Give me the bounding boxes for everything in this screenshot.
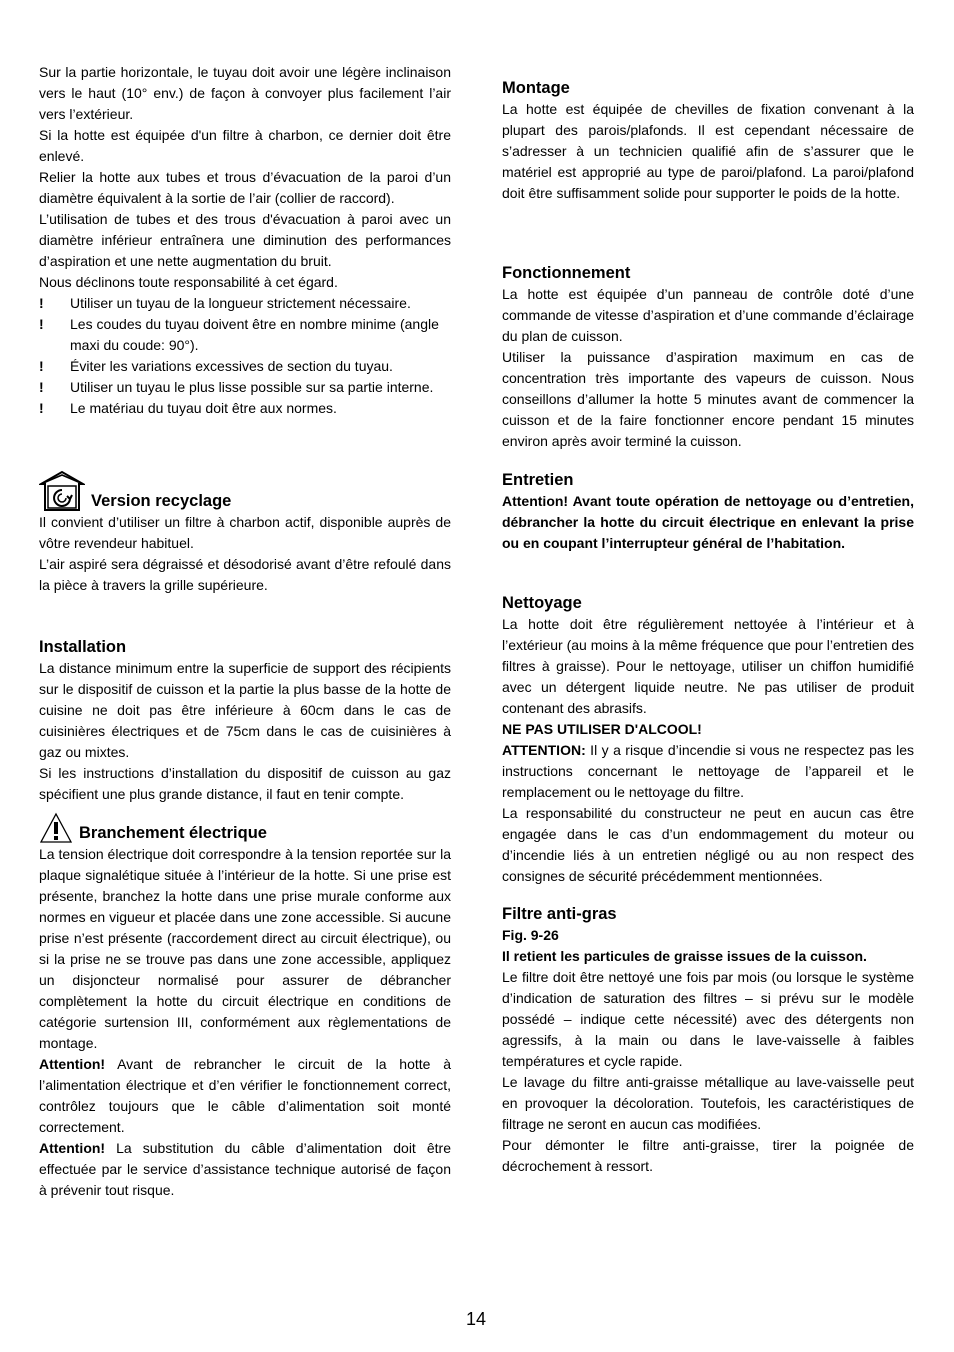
- installation-section: [39, 636, 451, 805]
- paragraph: ATTENTION: Il y a risque d’incendie si vous ne respectez pas les instructions concernant le nettoyage de l’appareil et le remplacement ou le nettoyage du filtre.: [502, 742, 914, 800]
- paragraph: Relier la hotte aux tubes et trous d’évacuation de la paroi d’un diamètre équivalent à la sortie de l’air (collier de raccord).: [39, 169, 451, 206]
- paragraph: Si la hotte est équipée d'un filtre à charbon, ce dernier doit être enlevé.: [39, 127, 451, 164]
- nettoyage-section: [502, 592, 914, 887]
- paragraph: La tension électrique doit correspondre à la tension reportée sur la plaque signalétique située à l’intérieur de la hotte. Si une prise est présente, branchez la hotte dans une prise murale conforme aux normes en vigueur et placée dans une zone accessible. Si aucune prise n’est présente (raccordement direct au circuit électrique), ou si la prise ne se trouve pas dans une zone accessible, appliquez un disjoncteur normalisé pour assurer de débrancher complètement la hotte du circuit électrique en conditions de catégorie surtension III, conformément aux règlementations de montage.: [39, 846, 451, 1051]
- paragraph: La distance minimum entre la superficie de support des récipients sur le dispositif de cuisson et la partie la plus basse de la hotte de cuisine ne doit pas être inférieure à 60cm dans le cas de cuisinières électriques et de 75cm dans le cas de cuisinières à gaz ou mixtes.: [39, 660, 451, 760]
- paragraph: Pour démonter le filtre anti-graisse, tirer la poignée de décrochement à ressort.: [502, 1137, 914, 1174]
- exclamation-icon: !: [39, 400, 44, 416]
- recyclage-section: [39, 470, 451, 596]
- section-heading: Nettoyage: [502, 594, 582, 612]
- paragraph: Attention! Avant de rebrancher le circuit de la hotte à l’alimentation électrique et d’en vérifier le fonctionnement correct, contrôlez toujours que le câble d’alimentation soit monté correctement.: [39, 1056, 451, 1135]
- warning-text: NE PAS UTILISER D'ALCOOL!: [502, 721, 702, 737]
- recirculation-house-icon: [39, 470, 85, 512]
- paragraph: Le filtre doit être nettoyé une fois par mois (ou lorsque le système d’indication de saturation des filtres – si prévu sur le modèle possédé – indique cette nécessité) avec des détergents non agressifs, à la main ou dans le lave-vaisselle à faibles températures et cycle rapide.: [502, 969, 914, 1069]
- paragraph: Attention! Avant toute opération de nettoyage ou d’entretien, débrancher la hotte du circuit électrique en enlevant la prise ou en coupant l’interrupteur général de l’habitation.: [502, 493, 914, 551]
- paragraph: Si les instructions d’installation du dispositif de cuisson au gaz spécifient une plus grande distance, il faut en tenir compte.: [39, 765, 451, 802]
- warning-triangle-icon: [39, 812, 73, 844]
- branchement-section: [39, 812, 451, 1201]
- paragraph: La hotte doit être régulièrement nettoyée à l’intérieur et à l’extérieur (au moins à la même fréquence que pour l’entretien des filtres à graisse). Pour le nettoyage, utiliser un chiffon humidifié avec un détergent liquide neutre. Ne pas utiliser de produit contenant des abrasifs.: [502, 616, 914, 716]
- bullet-item: ! Les coudes du tuyau doivent être en nombre minime (angle maxi du coude: 90°).: [39, 314, 451, 356]
- exclamation-icon: !: [39, 358, 44, 374]
- attention-label: Attention!: [39, 1056, 106, 1072]
- subtitle: Il retient les particules de graisse issues de la cuisson.: [502, 948, 867, 964]
- paragraph: L’utilisation de tubes et des trous d'évacuation à paroi avec un diamètre inférieur entraînera une diminution des performances d’aspiration et une nette augmentation du bruit.: [39, 211, 451, 269]
- exclamation-icon: !: [39, 379, 44, 395]
- section-heading: Montage: [502, 79, 570, 97]
- paragraph: Attention! La substitution du câble d’alimentation doit être effectuée par le service d’assistance technique autorisé de façon à prévenir tout risque.: [39, 1140, 451, 1198]
- paragraph: Le lavage du filtre anti-graisse métallique au lave-vaisselle peut en provoquer la décoloration. Toutefois, les caractéristiques de filtrage ne seront en aucun cas modifiées.: [502, 1074, 914, 1132]
- paragraph: L’air aspiré sera dégraissé et désodorisé avant d’être refoulé dans la pièce à travers la grille supérieure.: [39, 556, 451, 593]
- attention-label: Attention!: [39, 1140, 106, 1156]
- section-heading: Version recyclage: [91, 492, 232, 510]
- page-number: 14: [466, 1309, 487, 1329]
- paragraph: La hotte est équipée de chevilles de fixation convenant à la plupart des parois/plafonds. Il est cependant nécessaire de s’adresser à un technicien qualifié afin de s’assurer que le matériel est approprié au type de paroi/plafond. La paroi/plafond doit être suffisamment solide pour supporter le poids de la hotte.: [502, 101, 914, 201]
- bullet-item: ! Utiliser un tuyau le plus lisse possible sur sa partie interne.: [39, 377, 451, 398]
- exclamation-icon: !: [39, 295, 44, 311]
- exclamation-icon: !: [39, 316, 44, 332]
- section-heading: Entretien: [502, 471, 574, 489]
- paragraph: Sur la partie horizontale, le tuyau doit avoir une légère inclinaison vers le haut (10° env.) de façon à convoyer plus facilement l’air vers l’extérieur.: [39, 64, 451, 122]
- paragraph: Il convient d’utiliser un filtre à charbon actif, disponible auprès de vôtre revendeur habituel.: [39, 514, 451, 551]
- paragraph: Utiliser la puissance d’aspiration maximum en cas de concentration très importante des vapeurs de cuisson. Nous conseillons d’allumer la hotte 5 minutes avant de commencer la cuisson et de la faire fonctionner encore pendant 15 minutes environ après avoir terminé la cuisson.: [502, 349, 914, 449]
- bullet-item: ! Utiliser un tuyau de la longueur strictement nécessaire.: [39, 293, 451, 314]
- fonctionnement-section: [502, 262, 914, 452]
- section-heading: Installation: [39, 638, 127, 656]
- section-heading: Filtre anti-gras: [502, 905, 617, 923]
- ducting-section: [39, 62, 451, 419]
- bullet-item: ! Éviter les variations excessives de section du tuyau.: [39, 356, 451, 377]
- section-heading: Branchement électrique: [79, 824, 267, 842]
- entretien-section: [502, 469, 914, 554]
- filtre-section: [502, 903, 914, 1177]
- attention-label: ATTENTION:: [502, 742, 586, 758]
- paragraph: La hotte est équipée d’un panneau de contrôle doté d’une commande de vitesse d’aspiration et d’une commande d’éclairage du plan de cuisson.: [502, 286, 914, 344]
- paragraph: Nous déclinons toute responsabilité à cet égard.: [39, 274, 338, 290]
- section-heading: Fonctionnement: [502, 264, 631, 282]
- bullet-item: ! Le matériau du tuyau doit être aux normes.: [39, 398, 451, 419]
- paragraph: La responsabilité du constructeur ne peut en aucun cas être engagée dans le cas d’un endommagement du moteur ou d’incendie liés à un entretien négligé ou au non respect des consignes de sécurité précédemment mentionnées.: [502, 805, 914, 884]
- figure-reference: Fig. 9-26: [502, 927, 559, 943]
- montage-section: [502, 77, 914, 204]
